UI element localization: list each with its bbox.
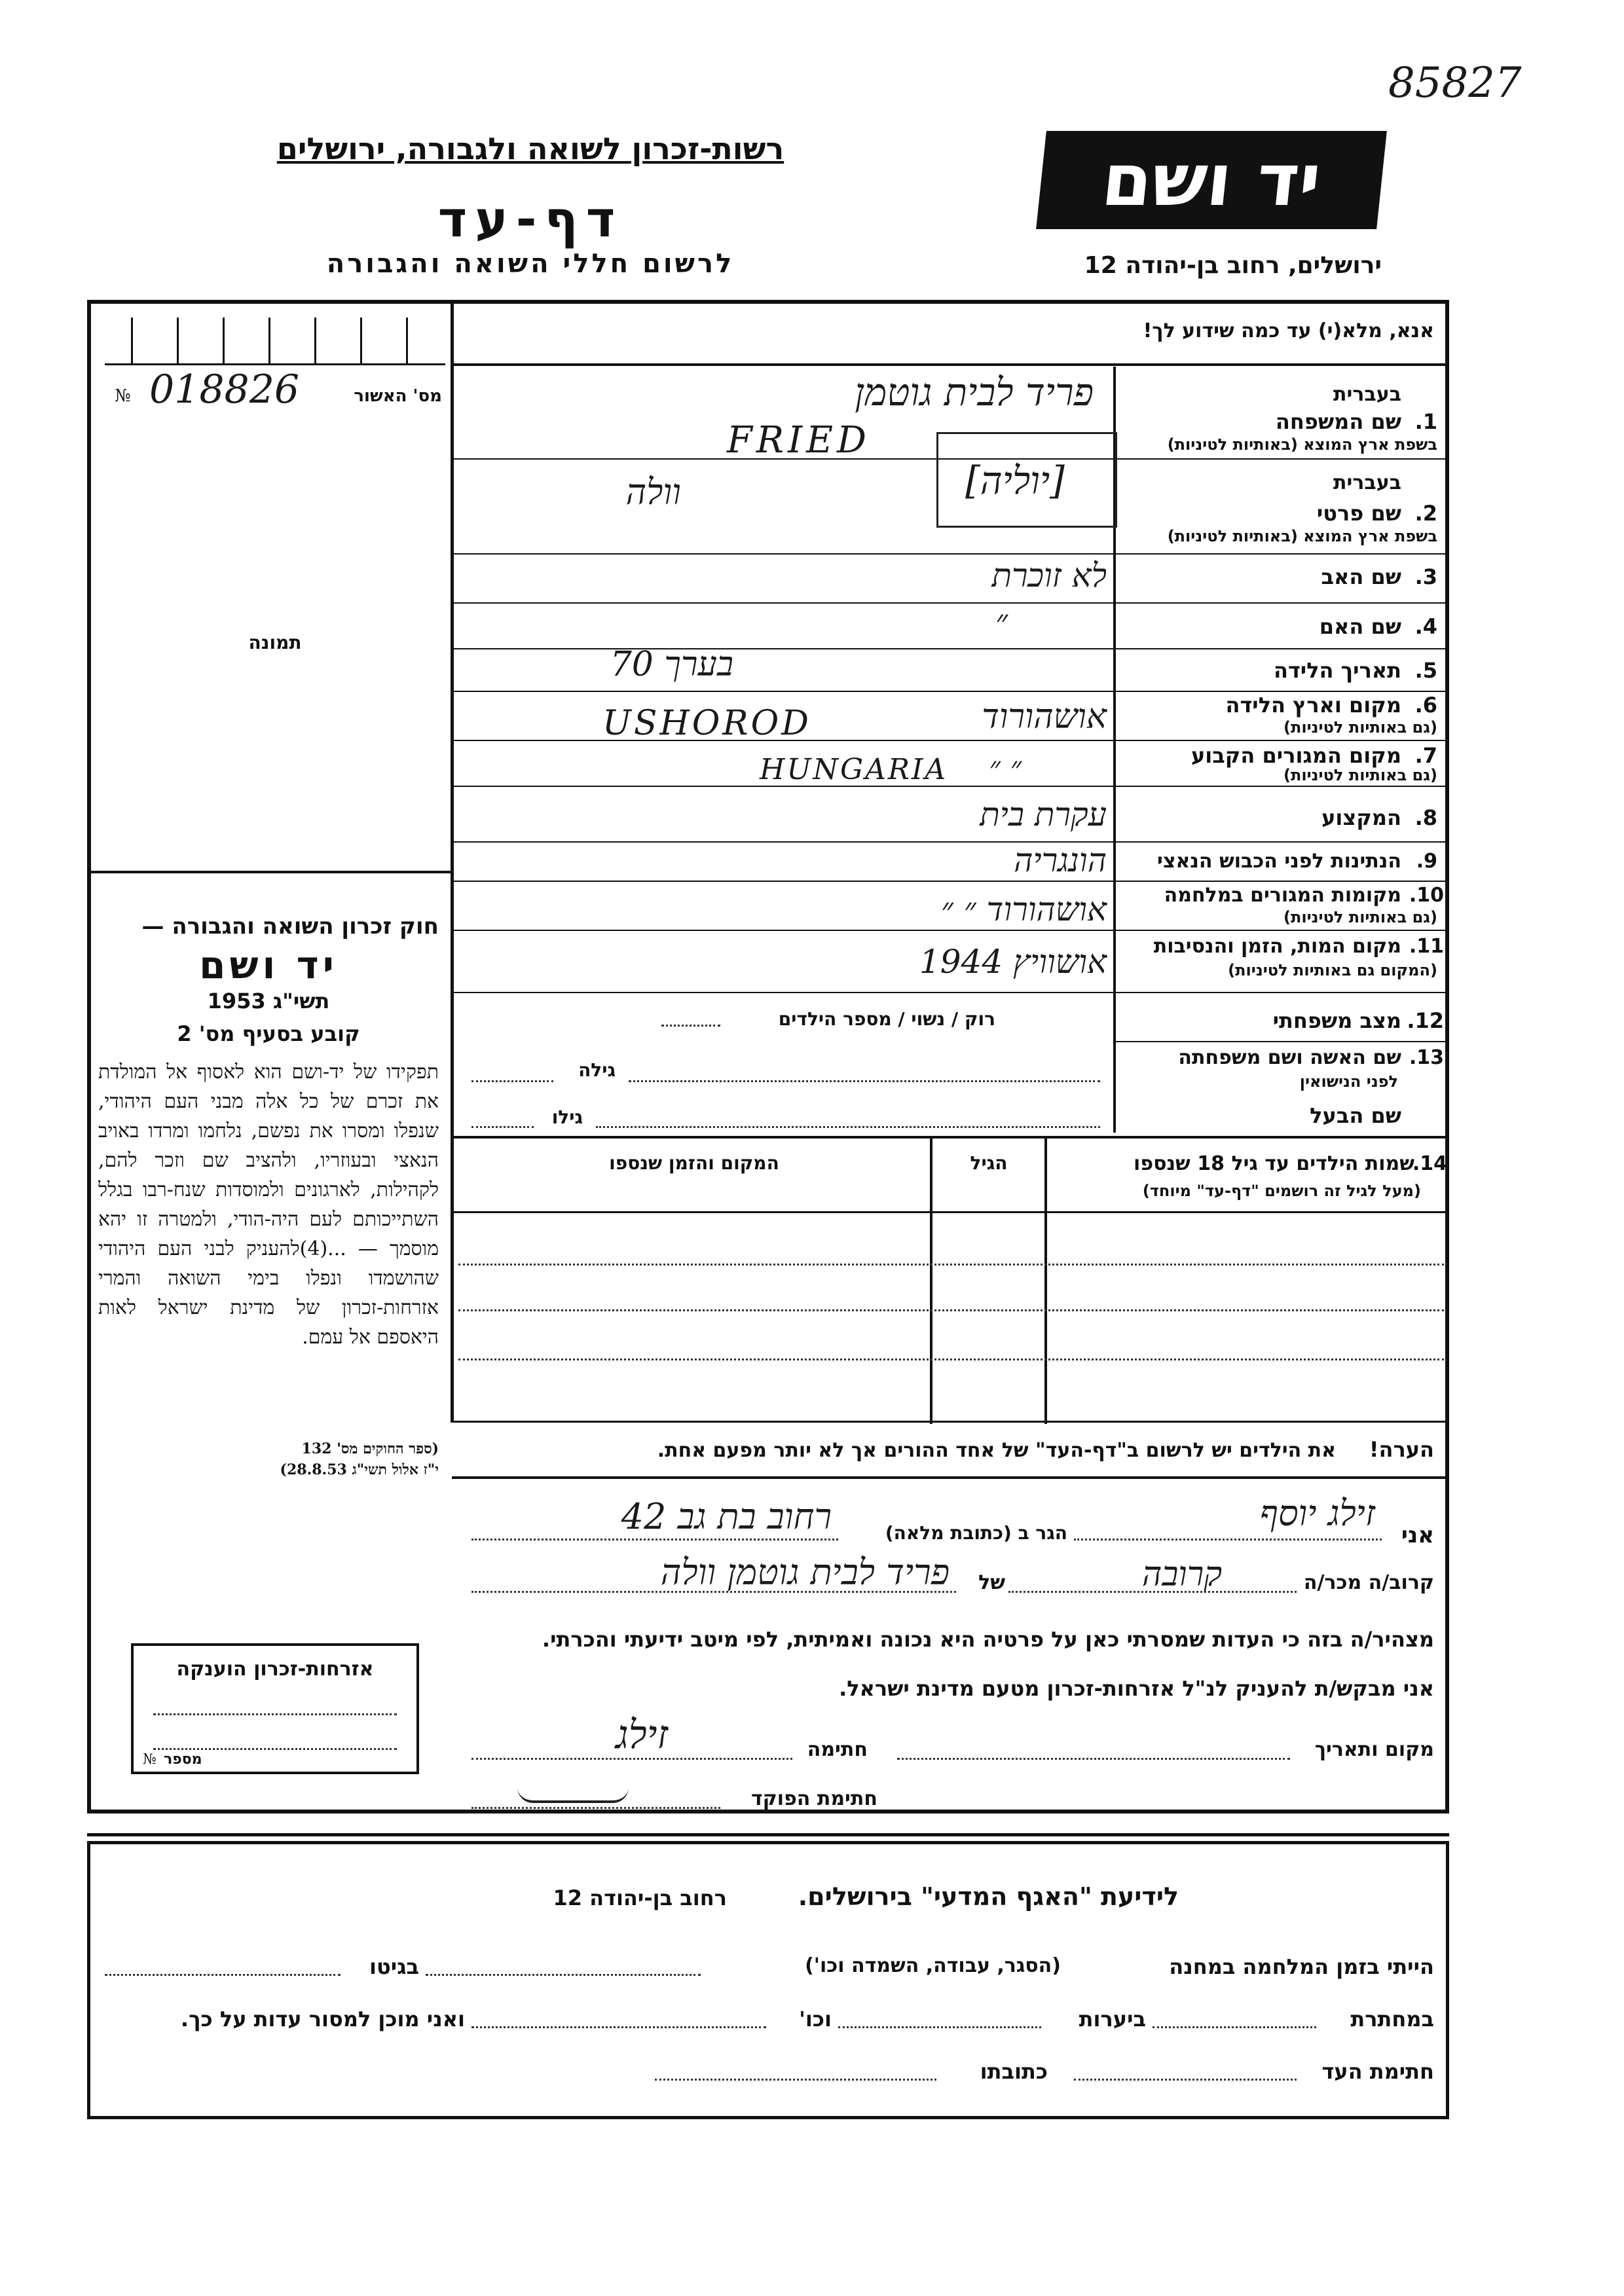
law-text: תפקידו של יד-ושם הוא לאסוף אל המולדת את זכרם של כל אלה מבני העם היהודי, שנפלו ומסרו את נפשם, נלחמו ומרדו באויב הנאצי ובעוזריו, ולהציב שם וזכר להם, לקהילות, לארגונים ולמוסדות שנח-רבו בגלל השתייכותם לעם היה-הודי, ולמטרה זו יהא מוסמך — ...(4)להעניק לבני העם היהודי שהושמדו ונפלו בימי השואה והמרי אזרחות-זכרון של מדינת ישראל לאות היאספם אל עמם.	[98, 1061, 439, 1349]
authority-name: רשות-זכרון לשואה ולגבורה, ירושלים	[276, 131, 784, 166]
field-12-num: 12.	[1407, 1008, 1444, 1033]
declarant-resides-label: הגר ב (כתובת מלאה)	[885, 1522, 1067, 1544]
field-1-num: 1.	[1414, 409, 1437, 434]
field-1-hint-heb: בעברית	[1333, 383, 1401, 406]
field-9-value: הונגריה	[1014, 841, 1107, 879]
footer-line2-c: וכו'	[799, 2007, 832, 2032]
field-6-num: 6.	[1414, 693, 1437, 718]
field-9-label: הנתינות לפני הכבוש הנאצי	[1157, 850, 1401, 873]
field-2-hint-heb: בעברית	[1333, 471, 1401, 494]
reg-number: 018826	[149, 367, 300, 412]
children-subtitle: (מעל לגיל זה רושמים "דף-עד" מיוחד)	[1142, 1182, 1421, 1200]
logo-text: יד ושם	[1098, 138, 1325, 222]
reg-label: מס' האשור	[354, 386, 442, 406]
field-11-label: מקום המות, הזמן והנסיבות	[1153, 935, 1401, 958]
field-11-value: אושוויץ 1944	[919, 943, 1107, 981]
field-7-hint: (גם באותיות לטיניות)	[1283, 766, 1437, 784]
footer-line1-b: (הסגר, עבודה, השמדה וכו')	[805, 1954, 1061, 1977]
field-2-label: שם פרטי	[1316, 501, 1401, 526]
children-title: שמות הילדים עד גיל 18 שנספו	[1134, 1152, 1414, 1175]
note-label: הערה!	[1369, 1437, 1434, 1462]
field-10-label: מקומות המגורים במלחמה	[1164, 884, 1401, 907]
field-7-value-latin: HUNGARIA	[760, 753, 948, 786]
logo	[1036, 131, 1387, 229]
husband-label: שם הבעל	[1310, 1103, 1401, 1128]
officer-signature-mark	[517, 1787, 629, 1803]
field-5-value: בערך 70	[610, 645, 733, 684]
field-11-hint: (המקום גם באותיות לטיניות)	[1228, 961, 1437, 979]
husband-age-label: גילו	[551, 1106, 583, 1128]
footer-title: לידיעת "האגף המדעי" בירושלים.	[798, 1882, 1179, 1911]
footer-line2-b: ביערות	[1079, 2007, 1146, 2032]
photo-label: תמונה	[248, 632, 302, 653]
field-2-num: 2.	[1414, 501, 1437, 526]
footer-line1-c: בגיטו	[369, 1954, 419, 1979]
request-text: אני מבקש/ת להעניק לנ"ל אזרחות-זכרון מטעם מדינת ישראל.	[839, 1676, 1434, 1701]
law-year: תשי"ג 1953	[207, 989, 330, 1013]
declarant-i-label: אני	[1401, 1522, 1434, 1548]
header-address: ירושלים, רחוב בן-יהודה 12	[1084, 252, 1382, 279]
reg-no-prefix: №	[115, 386, 131, 406]
archive-number: 85827	[1388, 59, 1522, 107]
field-2-hint: בשפת ארץ המוצא (באותיות לטיניות)	[1167, 527, 1437, 545]
of-value: פריד לבית גוטמן וולה	[660, 1552, 950, 1593]
field-12-options: רוק / נשוי / מספר הילדים	[778, 1008, 995, 1030]
footer-line2-a: במחתרת	[1350, 2007, 1434, 2032]
law-name: יד ושם	[199, 943, 338, 987]
note-text: את הילדים יש לרשום ב"דף-העד" של אחד ההורים אך לא יותר מפעם אחת.	[657, 1439, 1336, 1462]
field-7-num: 7.	[1414, 743, 1437, 768]
field-13-num: 13.	[1409, 1046, 1444, 1069]
field-3-label: שם האב	[1321, 564, 1401, 589]
field-8-label: המקצוע	[1321, 805, 1401, 830]
field-13-hint: לפני הנישואין	[1299, 1072, 1398, 1091]
field-8-value: עקרת בית	[980, 795, 1107, 833]
field-7-value: ״ ״	[989, 750, 1022, 785]
footer-line3-a: חתימת העד	[1321, 2059, 1434, 2084]
field-2-value-latin: [יוליה]	[965, 458, 1065, 503]
footer-address: רחוב בן-יהודה 12	[553, 1886, 727, 1910]
law-ref-1: (ספר החוקים מס' 132	[301, 1440, 439, 1457]
footer-line3-b: כתובתו	[980, 2059, 1048, 2084]
field-7-label: מקום המגורים הקבוע	[1190, 743, 1401, 768]
field-1-value: פריד לבית גוטמן	[855, 370, 1094, 414]
declarant-signature: זילג	[615, 1712, 669, 1758]
law-clause: קובע בסעיף מס' 2	[177, 1021, 360, 1046]
of-label: של	[978, 1571, 1005, 1594]
field-1-hint: בשפת ארץ המוצא (באותיות לטיניות)	[1167, 435, 1437, 454]
field-13-label: שם האשה ושם משפחתה	[1178, 1046, 1401, 1069]
field-10-num: 10.	[1409, 884, 1444, 907]
reg-ticks	[105, 311, 445, 365]
field-5-label: תאריך הלידה	[1273, 658, 1401, 683]
relation-value: קרובה	[1141, 1555, 1223, 1594]
field-2-value: וולה	[625, 471, 681, 513]
children-col-age: הגיל	[970, 1152, 1008, 1174]
field-11-num: 11.	[1409, 935, 1444, 958]
field-1-value-latin: FRIED	[727, 419, 870, 462]
field-4-value: ״	[995, 602, 1008, 640]
relation-label: קרוב/ה מכר/ה	[1303, 1571, 1434, 1594]
form-title: דף-עד	[437, 190, 623, 248]
signature-label: חתימה	[807, 1738, 868, 1761]
footer-line2-d: ואני מוכן למסור עדות על כך.	[180, 2007, 465, 2032]
law-title: חוק זכרון השואה והגבורה —	[141, 913, 439, 939]
field-6-label: מקום וארץ הלידה	[1225, 693, 1401, 718]
field-13-age-label: גילה	[578, 1059, 616, 1081]
children-num: 14.	[1412, 1152, 1447, 1175]
children-col-place: המקום והזמן שנספו	[609, 1152, 779, 1174]
field-9-num: 9.	[1416, 850, 1437, 873]
instructions: אנא, מלא(י) עד כמה שידוע לך!	[1143, 319, 1434, 342]
citizenship-no-prefix: №	[143, 1751, 157, 1768]
field-10-hint: (גם באותיות לטיניות)	[1283, 908, 1437, 926]
declarant-address: רחוב בת גב 42	[621, 1496, 832, 1537]
field-4-num: 4.	[1414, 614, 1437, 639]
field-10-value: אושהורוד ״ ״	[940, 890, 1107, 928]
field-4-label: שם האם	[1319, 614, 1401, 639]
field-8-num: 8.	[1414, 805, 1437, 830]
form-subtitle: לרשום חללי השואה והגבורה	[326, 249, 735, 279]
citizenship-no-label: מספר	[164, 1751, 202, 1768]
field-6-value-latin: USHOROD	[602, 704, 811, 743]
field-3-value: לא זוכרת	[991, 556, 1107, 594]
field-5-num: 5.	[1414, 658, 1437, 683]
footer-line1-a: הייתי בזמן המלחמה במחנה	[1169, 1954, 1434, 1979]
declarant-name: זילג יוסף	[1259, 1493, 1375, 1534]
field-6-hint: (גם באותיות לטיניות)	[1283, 718, 1437, 737]
field-1-label: שם המשפחה	[1275, 409, 1401, 434]
field-3-num: 3.	[1414, 564, 1437, 589]
law-ref-2: י"ז אלול תשי"ג 28.8.53)	[280, 1461, 439, 1478]
place-date-label: מקום ותאריך	[1314, 1738, 1434, 1761]
field-6-value: אושהורוד	[982, 697, 1107, 737]
citizenship-title: אזרחות-זכרון הוענקה	[176, 1658, 374, 1681]
field-12-label: מצב משפחתי	[1272, 1008, 1401, 1033]
officer-label: חתימת הפוקד	[751, 1787, 877, 1810]
declaration-text: מצהיר/ה בזה כי העדות שמסרתי כאן על פרטיה היא נכונה ואמיתית, לפי מיטב ידיעתי והכרתי.	[542, 1627, 1434, 1652]
